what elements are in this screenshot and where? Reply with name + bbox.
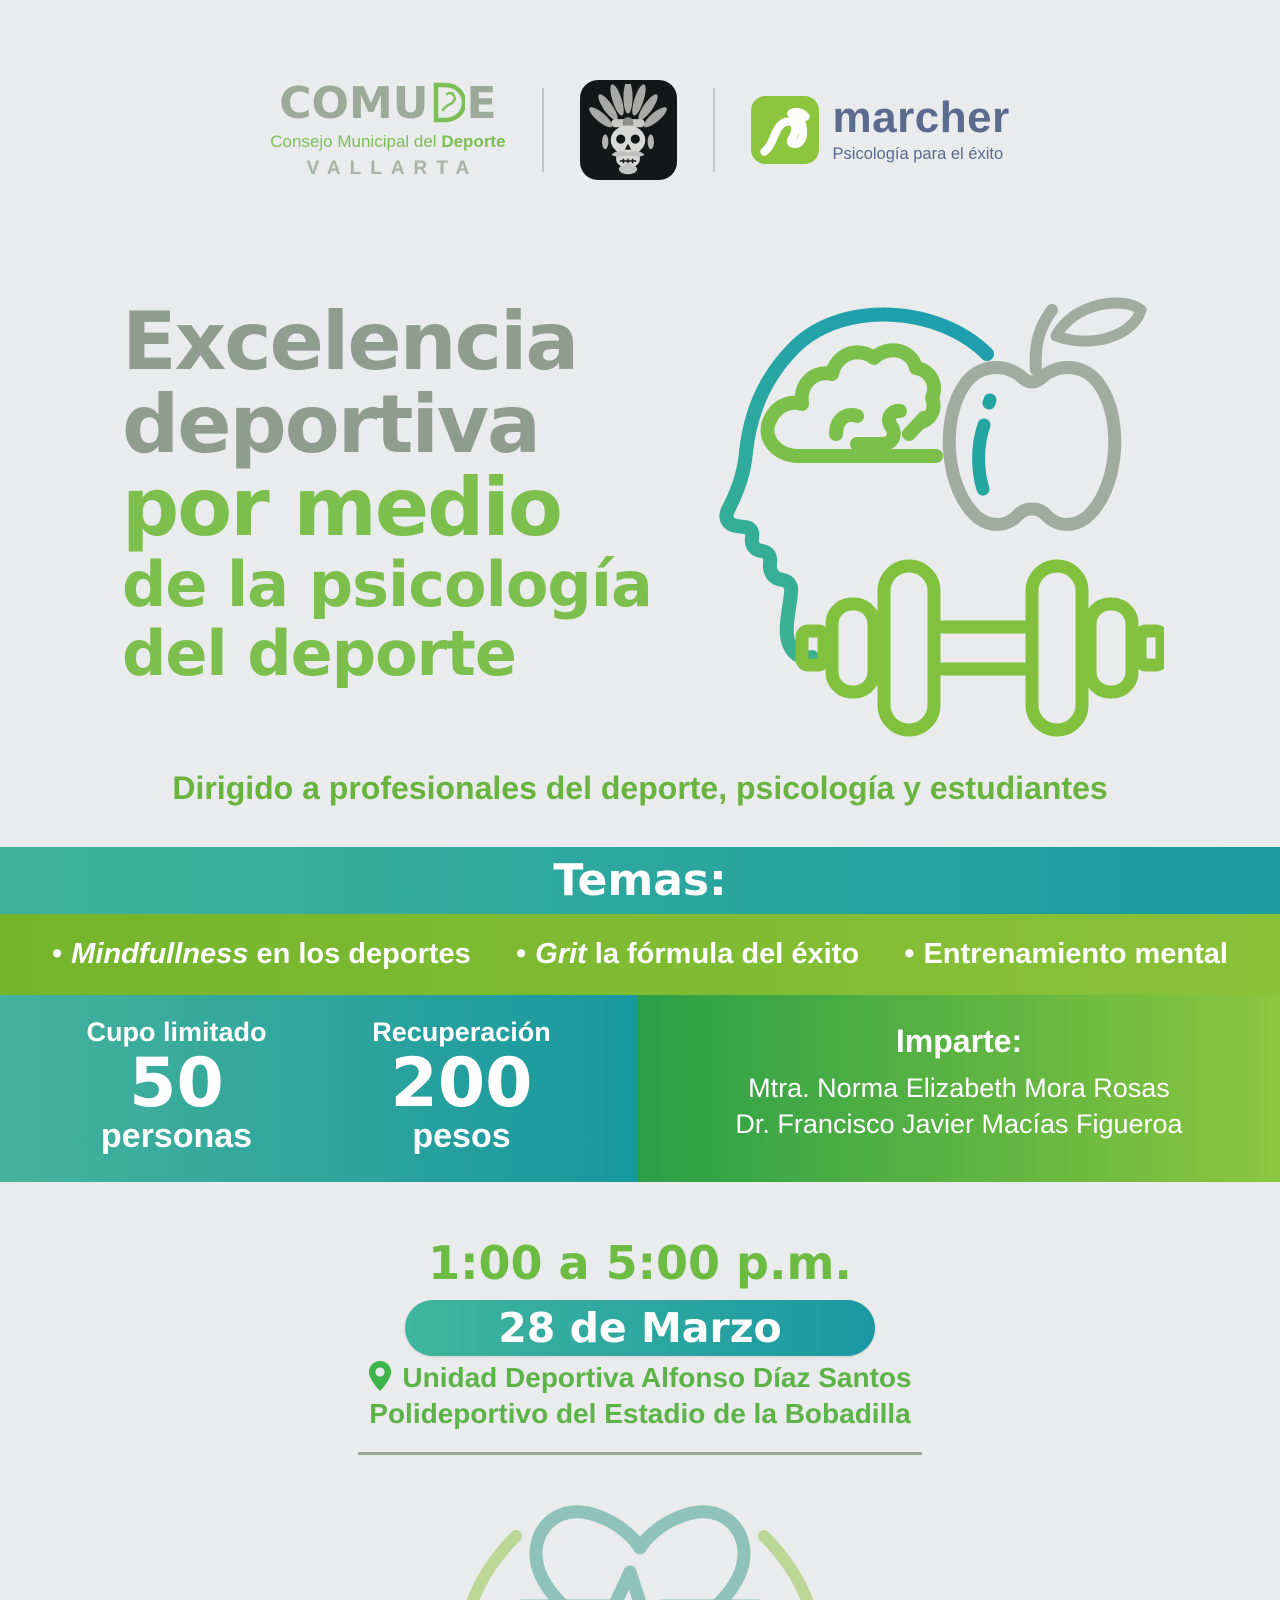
date-pill <box>405 1300 875 1356</box>
topic-text: Entrenamiento mental <box>923 938 1228 970</box>
capacity-label: Cupo limitado <box>86 1017 267 1047</box>
bullet-icon: • <box>52 938 63 970</box>
headline <box>122 295 722 690</box>
location-text-1: Unidad Deportiva Alfonso Díaz Santos <box>402 1362 912 1393</box>
price-label: Recuperación <box>372 1017 551 1047</box>
capacity-unit: personas <box>100 1117 253 1156</box>
mind-sport-illustration <box>684 284 1164 751</box>
comude-logo <box>270 80 505 180</box>
price-value: 200 <box>390 1044 533 1123</box>
footer-divider <box>358 1452 922 1455</box>
time-text: 1:00 a 5:00 p.m. <box>428 1236 852 1290</box>
speakers-heading: Imparte: <box>895 1023 1023 1059</box>
bullet-icon: • <box>516 938 527 970</box>
topic-grit <box>516 938 859 971</box>
marcher-logo <box>751 93 1010 164</box>
location-line-2: Polideportivo del Estadio de la Bobadilla <box>369 1398 911 1430</box>
topic-lead: Grit <box>535 938 587 970</box>
location-block <box>0 1360 1280 1433</box>
temas-banner <box>0 847 1280 914</box>
info-band <box>0 995 1280 1182</box>
location-pin-icon <box>368 1360 392 1392</box>
capacity-value: 50 <box>129 1044 224 1123</box>
heart-pulse-logo <box>430 1478 850 1600</box>
marcher-name: marcher <box>832 93 1010 142</box>
comude-wordmark-post: E <box>466 78 497 129</box>
speaker-name-2: Dr. Francisco Javier Macías Figueroa <box>735 1109 1183 1140</box>
capacity-stat <box>59 995 294 1182</box>
topic-text: en los deportes <box>248 938 471 970</box>
marcher-text <box>832 93 1010 164</box>
comude-subtitle <box>270 132 505 152</box>
location-line-1 <box>0 1360 1280 1396</box>
headline-line-4: de la psicología <box>122 547 652 621</box>
speaker-name-1: Mtra. Norma Elizabeth Mora Rosas <box>748 1073 1170 1103</box>
headline-line-3: por medio <box>122 461 561 555</box>
head-brain-apple-dumbbell-icon <box>684 284 1164 746</box>
topics-banner <box>0 914 1280 995</box>
price-unit: pesos <box>412 1117 511 1156</box>
headline-line-1: Excelencia <box>122 295 578 388</box>
headline-line-2: deportiva <box>122 378 539 472</box>
comude-subtitle-bold: Deporte <box>441 132 506 151</box>
temas-heading: Temas: <box>553 855 727 906</box>
comude-wordmark <box>270 80 505 128</box>
comude-wordmark-pre: COMU <box>279 78 429 129</box>
audience-line: Dirigido a profesionales del deporte, psicología y estudiantes <box>172 770 1108 806</box>
aztec-skull-icon <box>587 84 669 176</box>
bullet-icon: • <box>904 938 915 970</box>
date-text: 28 de Marzo <box>498 1304 782 1352</box>
capacity-price-panel <box>0 995 638 1182</box>
headline-line-5: del deporte <box>122 617 516 690</box>
topic-text: la fórmula del éxito <box>586 938 860 970</box>
aztec-skull-logo <box>580 80 677 180</box>
price-stat <box>344 995 579 1182</box>
comude-subtitle-text: Consejo Municipal del <box>270 132 442 151</box>
topic-lead: Mindfullness <box>71 938 249 970</box>
topic-mindfulness <box>52 938 471 971</box>
comude-city: VALLARTA <box>306 158 479 179</box>
marcher-tagline: Psicología para el éxito <box>832 145 1004 163</box>
comude-d-icon <box>429 80 465 126</box>
marcher-mark-icon <box>751 96 819 164</box>
logo-separator <box>542 88 544 172</box>
logo-separator <box>713 88 715 172</box>
logo-row <box>0 80 1280 180</box>
heart-pulse-icon <box>430 1478 850 1600</box>
topic-entrenamiento <box>904 938 1228 971</box>
speakers-panel <box>638 995 1280 1182</box>
